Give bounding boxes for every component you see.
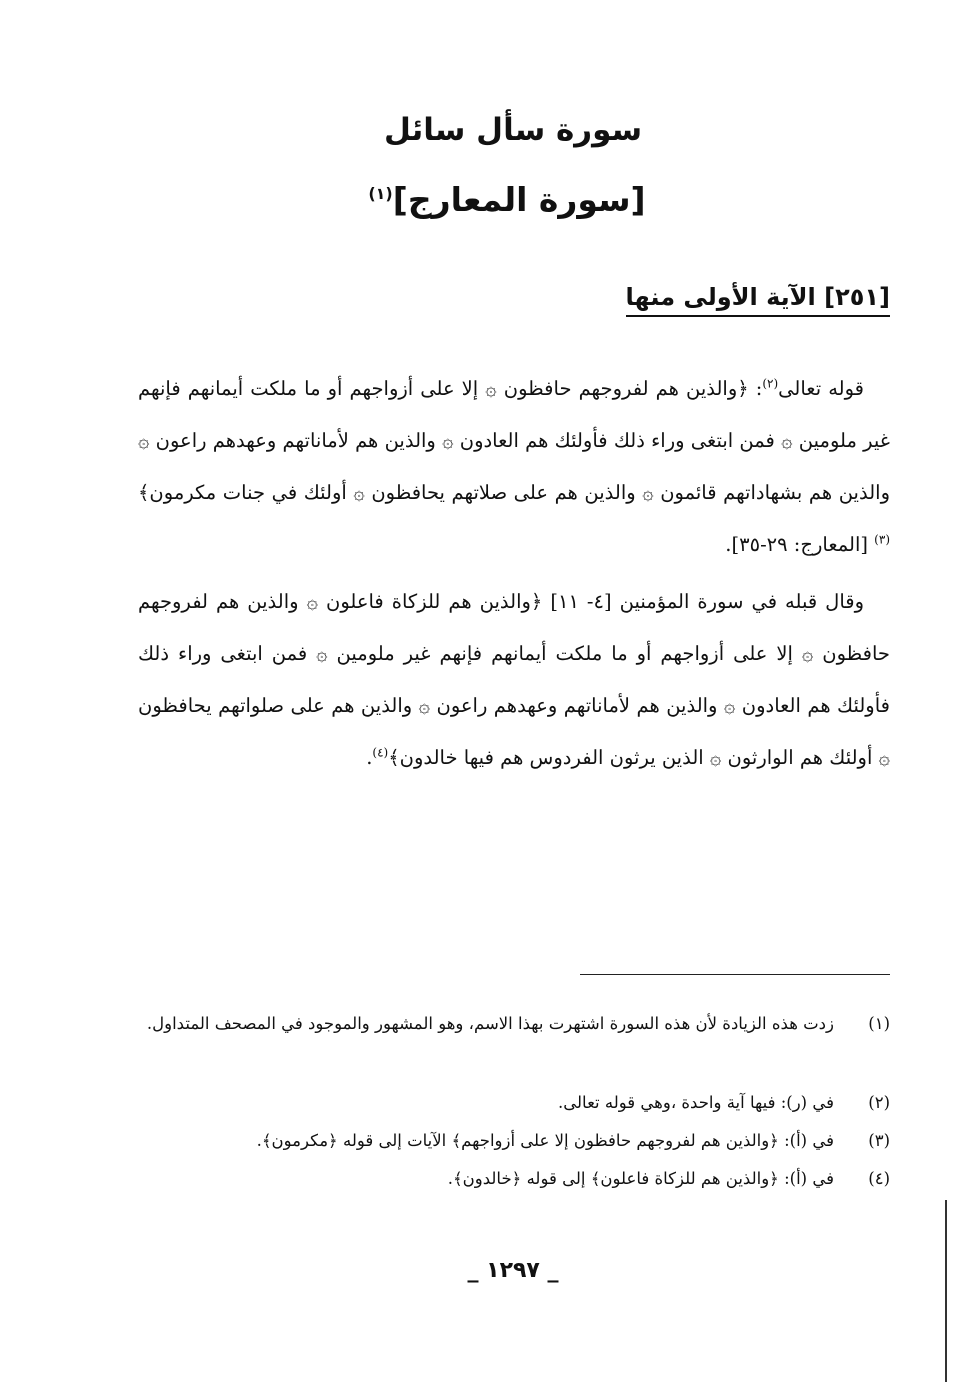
page-number: _ ١٢٩٧ _ <box>467 1258 559 1283</box>
paragraph-1 <box>138 363 890 571</box>
paragraph-1-text-b: : ﴿والذين هم لفروجهم حافظون ۞ إلا على أزواجهم أو ما ملكت أيمانهم فإنهم غير ملومين ۞ فمن ابتغى وراء ذلك فأولئك هم العادون ۞ والذين هم لأماناتهم وعهدهم راعون ۞ والذين هم بشهاداتهم قائمون ۞ والذين هم على صلاتهم يحافظون ۞ أولئك في جنات مكرمون﴾ <box>138 376 890 504</box>
paragraph-2-text-b: . <box>366 745 373 769</box>
paragraph-2-text-a: وقال قبله في سورة المؤمنين [٤- ١١] ﴿والذين هم للزكاة فاعلون ۞ والذين هم لفروجهم حافظون ۞ إلا على أزواجهم أو ما ملكت أيمانهم فإنهم غير ملومين ۞ فمن ابتغى وراء ذلك فأولئك هم العادون ۞ والذين هم لأماناتهم وعهدهم راعون ۞ والذين هم على صلواتهم يحافظون ۞ أولئك هم الوارثون ۞ الذين يرثون الفردوس هم فيها خالدون﴾ <box>138 589 890 769</box>
alt-title-text: [سورة المعارج] <box>392 180 646 219</box>
surah-title: سورة سأل سائل <box>383 112 643 148</box>
footnote-4-text: في (أ): ﴿والذين هم للزكاة فاعلون﴾ إلى قوله ﴿خالدون﴾. <box>447 1169 834 1188</box>
footnote-2-text: في (ر): فيها آية واحدة ،وهي قوله تعالى. <box>558 1093 834 1112</box>
scan-edge-line <box>945 1200 947 1382</box>
footnote-marker-2: (٢) <box>762 376 779 390</box>
paragraph-1-text-c: [المعارج: ٢٩-٣٥]. <box>725 532 875 556</box>
footnote-3 <box>138 1123 890 1159</box>
section-title: [٢٥١] الآية الأولى منها <box>626 283 890 317</box>
footnote-4-number: (٤) <box>868 1169 890 1188</box>
footnote-marker-3: (٣) <box>874 532 890 546</box>
footnote-2-number: (٢) <box>868 1093 890 1112</box>
paragraph-2 <box>138 576 890 784</box>
alt-surah-title <box>0 180 956 219</box>
footnote-1-text: زدت هذه الزيادة لأن هذه السورة اشتهرت بهذا الاسم، وهو المشهور والموجود في المصحف المتداول. <box>146 1014 834 1033</box>
footnote-2 <box>138 1085 890 1121</box>
footnote-separator <box>580 974 890 975</box>
paragraph-1-text-a: قوله تعالى <box>778 376 864 400</box>
footnote-marker-1: (١) <box>368 184 393 203</box>
footnote-3-text: في (أ): ﴿والذين هم لفروجهم حافظون إلا على أزواجهم﴾ الآيات إلى قوله ﴿مكرمون﴾. <box>256 1131 834 1150</box>
footnote-1-number: (١) <box>868 1014 890 1033</box>
footnote-1 <box>138 1006 890 1042</box>
footnote-4 <box>138 1161 890 1197</box>
footnote-3-number: (٣) <box>868 1131 890 1150</box>
footnote-marker-4: (٤) <box>372 745 389 759</box>
